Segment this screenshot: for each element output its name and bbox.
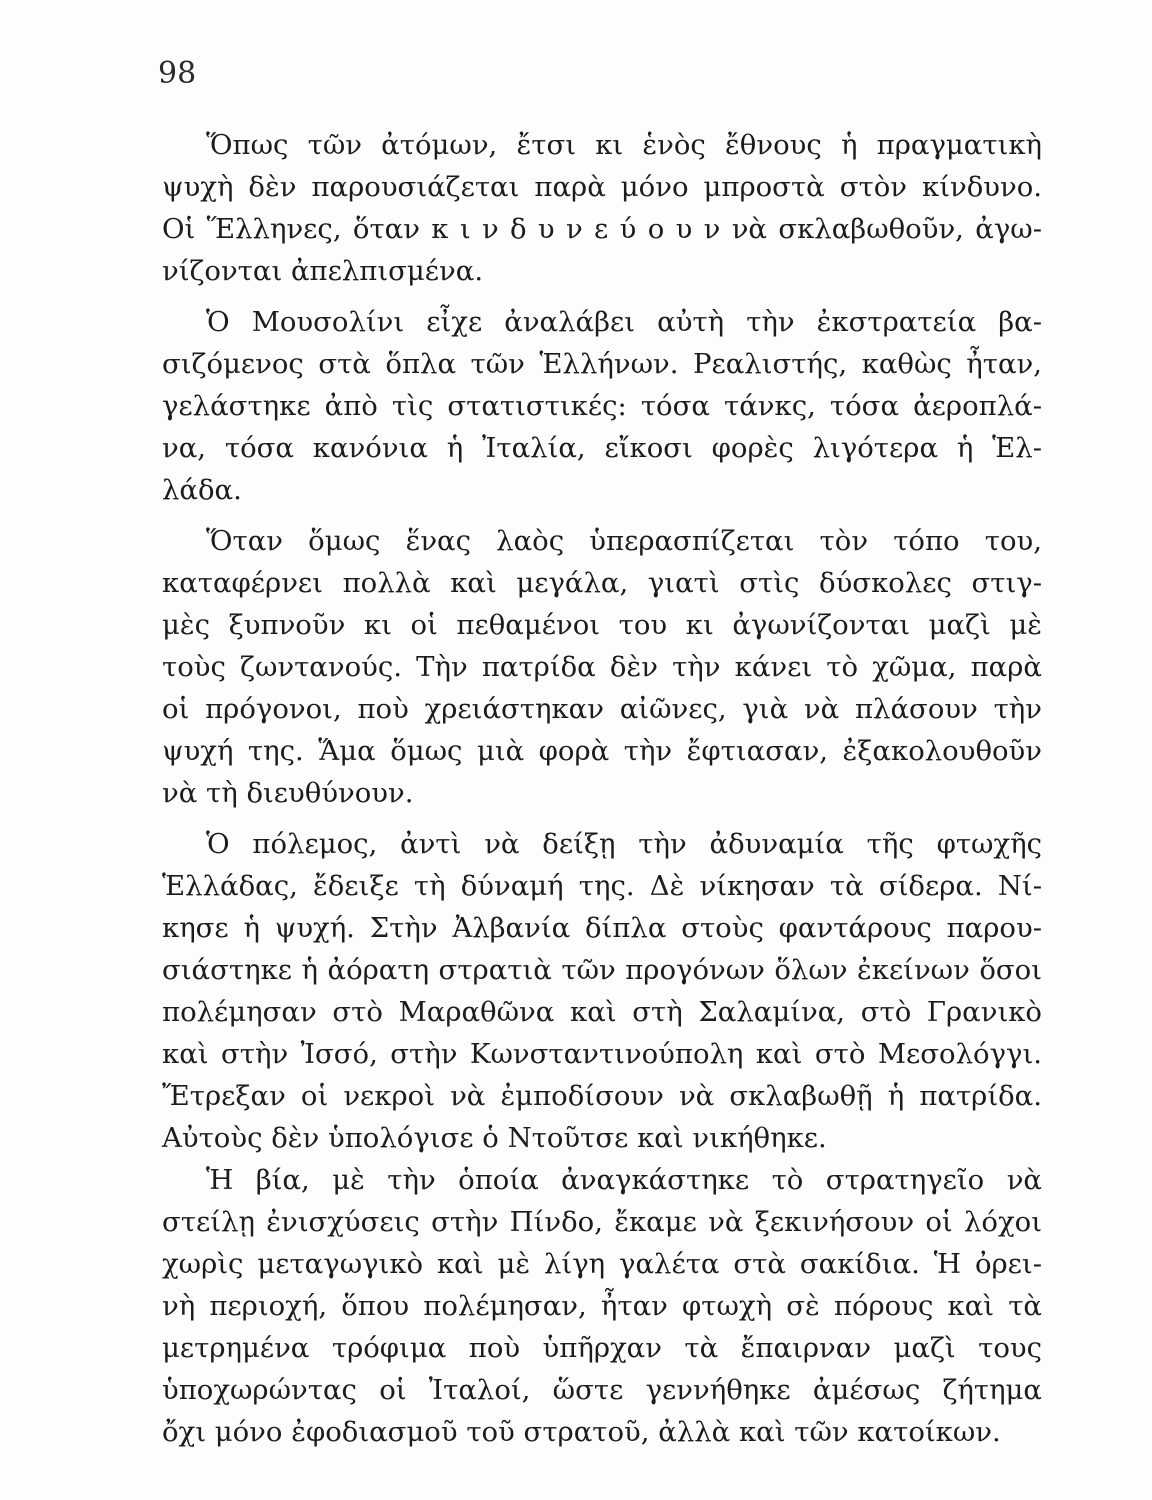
text-line: νὴ περιοχή, ὅπου πολέμησαν, ἦταν φτωχὴ σὲ πόρους καὶ τὰ [162,1290,1042,1322]
text-line: στείλῃ ἐνισχύσεις στὴν Πίνδο, ἔκαμε νὰ ξεκινήσουν οἱ λόχοι [162,1206,1042,1238]
text-line: Ἡ βία, μὲ τὴν ὁποία ἀναγκάστηκε τὸ στρατηγεῖο νὰ [206,1164,1042,1196]
text-line: Ὁ πόλεμος, ἀντὶ νὰ δείξῃ τὴν ἀδυναμία τῆς φτωχῆς [206,828,1042,860]
text-line: νίζονται ἀπελπισμένα. [162,255,484,287]
text-line: νὰ τὴ διευθύνουν. [162,777,414,809]
text-line: Ἑλλάδας, ἔδειξε τὴ δύναμή της. Δὲ νίκησαν τὰ σίδερα. Νί- [162,870,1042,902]
body-text [162,124,1042,1453]
text-line: οἱ πρόγονοι, ποὺ χρειάστηκαν αἰῶνες, γιὰ νὰ πλάσουν τὴν [162,693,1042,725]
paragraph-3 [162,520,1042,814]
paragraph-5 [162,1159,1042,1453]
text-line: Οἱ Ἕλληνες, ὅταν κ ι ν δ υ ν ε ύ ο υ ν νὰ σκλαβωθοῦν, ἀγω- [162,213,1042,245]
paragraph-2 [162,301,1042,511]
text-line: σιζόμενος στὰ ὅπλα τῶν Ἑλλήνων. Ρεαλιστής, καθὼς ἦταν, [162,348,1042,380]
text-line: ὑποχωρώντας οἱ Ἰταλοί, ὥστε γεννήθηκε ἀμέσως ζήτημα [162,1374,1042,1406]
text-line: μετρημένα τρόφιμα ποὺ ὑπῆρχαν τὰ ἔπαιρναν μαζὶ τους [162,1332,1042,1364]
text-line: ψυχή της. Ἅμα ὅμως μιὰ φορὰ τὴν ἔφτιασαν, ἐξακολουθοῦν [162,735,1042,767]
text-line: καὶ στὴν Ἰσσό, στὴν Κωνσταντινούπολη καὶ στὸ Μεσολόγγι. [162,1038,1042,1070]
paragraph-1 [162,124,1042,292]
text-line: πολέμησαν στὸ Μαραθῶνα καὶ στὴ Σαλαμίνα, στὸ Γρανικὸ [162,996,1042,1028]
text-line: γελάστηκε ἀπὸ τὶς στατιστικές: τόσα τάνκς, τόσα ἀεροπλά- [162,390,1042,422]
text-line: Ἔτρεξαν οἱ νεκροὶ νὰ ἐμποδίσουν νὰ σκλαβωθῇ ἡ πατρίδα. [162,1080,1042,1112]
text-line: χωρὶς μεταγωγικὸ καὶ μὲ λίγη γαλέτα στὰ σακίδια. Ἡ ὀρει- [162,1248,1042,1280]
paragraph-4 [162,823,1042,1159]
text-line: Ὅταν ὅμως ἕνας λαὸς ὑπερασπίζεται τὸν τόπο του, [206,525,1042,557]
text-line: να, τόσα κανόνια ἡ Ἰταλία, εἴκοσι φορὲς λιγότερα ἡ Ἑλ- [162,432,1042,464]
text-line: Ὅπως τῶν ἀτόμων, ἔτσι κι ἑνὸς ἔθνους ἡ πραγματικὴ [206,129,1042,161]
text-line: ὄχι μόνο ἐφοδιασμοῦ τοῦ στρατοῦ, ἀλλὰ καὶ τῶν κατοίκων. [162,1416,1001,1448]
text-line: Ὁ Μουσολίνι εἶχε ἀναλάβει αὐτὴ τὴν ἐκστρατεία βα- [206,306,1042,338]
text-line: Αὐτοὺς δὲν ὑπολόγισε ὁ Ντοῦτσε καὶ νικήθηκε. [162,1122,827,1154]
text-line: ψυχὴ δὲν παρουσιάζεται παρὰ μόνο μπροστὰ στὸν κίνδυνο. [162,171,1042,203]
page-number: 98 [158,56,197,91]
text-line: σιάστηκε ἡ ἀόρατη στρατιὰ τῶν προγόνων ὅλων ἐκείνων ὅσοι [162,954,1042,986]
text-line: καταφέρνει πολλὰ καὶ μεγάλα, γιατὶ στὶς δύσκολες στιγ- [162,567,1042,599]
text-line: τοὺς ζωντανούς. Τὴν πατρίδα δὲν τὴν κάνει τὸ χῶμα, παρὰ [162,651,1042,683]
text-line: κησε ἡ ψυχή. Στὴν Ἀλβανία δίπλα στοὺς φαντάρους παρου- [162,912,1042,944]
text-line: μὲς ξυπνοῦν κι οἱ πεθαμένοι του κι ἀγωνίζονται μαζὶ μὲ [162,609,1042,641]
text-line: λάδα. [162,474,242,506]
